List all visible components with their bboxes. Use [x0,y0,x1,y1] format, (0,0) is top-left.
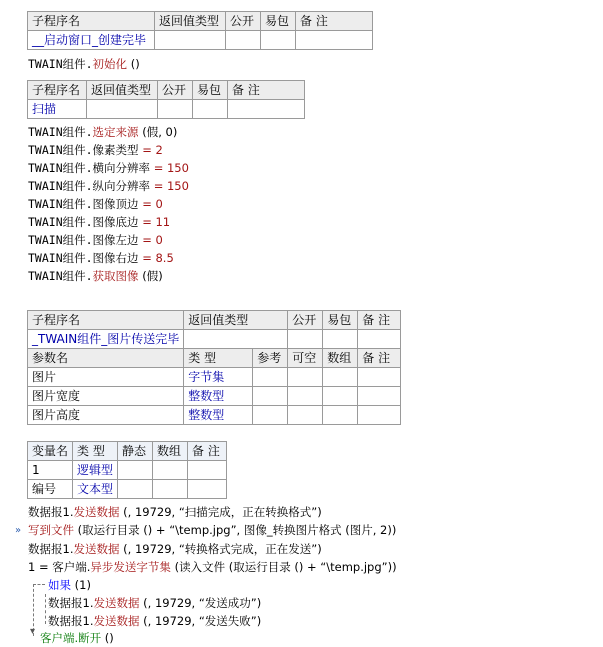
object-ref: 数据报1. [48,596,94,610]
var-remark-cell[interactable] [188,480,227,499]
method-name: 初始化 [92,57,128,71]
method-name: 选定来源 [92,125,139,139]
remark-cell[interactable] [296,31,373,50]
col-header-public: 公开 [158,81,193,100]
object-ref: 客户端. [40,631,79,645]
subroutine-table-scan [27,80,305,119]
code-line-async-send[interactable] [28,558,397,576]
method-name: 断开 [78,631,102,645]
flow-line [33,584,45,585]
args: (假, 0) [138,125,178,139]
col-header-public: 公开 [226,12,261,31]
col-header-easy-package: 易包 [261,12,296,31]
param-header-type: 类 型 [184,349,253,368]
args: () [101,631,114,645]
property-name: 横向分辨率 [92,161,151,175]
var-name-cell[interactable]: 1 [28,461,73,480]
return-type-cell[interactable] [184,330,288,349]
method-name: 发送数据 [93,596,140,610]
code-line[interactable] [28,267,163,285]
var-type-cell[interactable]: 文本型 [73,480,118,499]
value: = 11 [138,215,171,229]
col-header-name: 子程序名 [28,12,155,31]
param-ref-cell[interactable] [253,406,288,425]
object-ref: TWAIN组件. [28,125,93,139]
return-type-cell[interactable] [87,100,158,119]
code-line[interactable] [28,213,170,231]
code-line[interactable] [28,141,163,159]
col-header-name: 子程序名 [28,311,184,330]
param-ref-cell[interactable] [253,368,288,387]
method-name: 获取图像 [92,269,139,283]
object-ref: 数据报1. [48,614,94,628]
col-header-name: 子程序名 [28,81,87,100]
remark-cell[interactable] [358,330,401,349]
property-name: 图像底边 [92,215,139,229]
object-ref: TWAIN组件. [28,179,93,193]
col-header-return-type: 返回值类型 [184,311,288,330]
var-array-cell[interactable] [153,480,188,499]
param-array-cell[interactable] [323,387,358,406]
col-header-remark: 备 注 [358,311,401,330]
col-header-remark: 备 注 [296,12,373,31]
var-header-remark: 备 注 [188,442,227,461]
subroutine-table-startup [27,11,373,50]
param-name-cell[interactable]: 图片宽度 [28,387,184,406]
code-line-send-success[interactable] [48,594,261,612]
code-line-write-file[interactable] [28,521,396,539]
args: (, 19729, “发送失败”) [139,614,262,628]
var-static-cell[interactable] [118,480,153,499]
param-remark-cell[interactable] [358,368,401,387]
value: = 0 [138,197,163,211]
var-remark-cell[interactable] [188,461,227,480]
property-name: 图像顶边 [92,197,139,211]
keyword-if: 如果 [48,578,71,592]
var-header-array: 数组 [153,442,188,461]
args: (读入文件 (取运行目录 () + “\temp.jpg”)) [170,560,397,574]
return-type-cell[interactable] [155,31,226,50]
param-header-name: 参数名 [28,349,184,368]
code-line-send-fail[interactable] [48,612,261,630]
subroutine-name-cell[interactable]: 扫描 [28,100,87,119]
param-type-cell[interactable]: 整数型 [184,387,253,406]
param-header-array: 数组 [323,349,358,368]
args: (, 19729, “发送成功”) [139,596,262,610]
param-ref-cell[interactable] [253,387,288,406]
object-ref: TWAIN组件. [28,251,93,265]
col-header-public: 公开 [288,311,323,330]
subroutine-table-image-transfer [27,310,401,425]
easy-package-cell[interactable] [261,31,296,50]
object-ref: TWAIN组件. [28,269,93,283]
code-line[interactable] [28,195,163,213]
args: (假) [138,269,163,283]
args: (1) [71,578,91,592]
method-name: 发送数据 [73,505,120,519]
value: = 0 [138,233,163,247]
property-name: 像素类型 [92,143,139,157]
method-name: 异步发送字节集 [90,560,171,574]
subroutine-name-cell[interactable]: __启动窗口_创建完毕 [28,31,155,50]
param-type-cell[interactable]: 字节集 [184,368,253,387]
property-name: 纵向分辨率 [92,179,151,193]
public-cell[interactable] [158,100,193,119]
col-header-return-type: 返回值类型 [87,81,158,100]
property-name: 图像右边 [92,251,139,265]
code-line[interactable] [28,249,174,267]
var-header-type: 类 型 [73,442,118,461]
command-name: 写到文件 [28,523,74,537]
args: (, 19729, “转换格式完成，正在发送”) [119,542,322,556]
code-line-init[interactable] [28,55,140,73]
object-ref: 数据报1. [28,542,74,556]
code-line-disconnect[interactable] [40,629,114,647]
public-cell[interactable] [288,330,323,349]
col-header-remark: 备 注 [228,81,305,100]
param-header-remark: 备 注 [358,349,401,368]
param-nullable-cell[interactable] [288,368,323,387]
local-variable-table [27,441,227,499]
method-name: 发送数据 [73,542,120,556]
public-cell[interactable] [226,31,261,50]
param-name-cell[interactable]: 图片高度 [28,406,184,425]
value: = 150 [150,179,189,193]
breakpoint-arrow-icon[interactable]: » [15,525,22,536]
col-header-easy-package: 易包 [193,81,228,100]
code-line[interactable] [28,159,189,177]
col-header-easy-package: 易包 [323,311,358,330]
object-ref: TWAIN组件. [28,233,93,247]
param-remark-cell[interactable] [358,406,401,425]
var-name-cell[interactable]: 编号 [28,480,73,499]
object-ref: TWAIN组件. [28,57,93,71]
param-name-cell[interactable]: 图片 [28,368,184,387]
easy-package-cell[interactable] [323,330,358,349]
code-line[interactable] [28,177,189,195]
args: () [127,57,140,71]
param-array-cell[interactable] [323,368,358,387]
value: = 2 [138,143,163,157]
method-name: 发送数据 [93,614,140,628]
var-type-cell[interactable]: 逻辑型 [73,461,118,480]
var-static-cell[interactable] [118,461,153,480]
param-remark-cell[interactable] [358,387,401,406]
property-name: 图像左边 [92,233,139,247]
object-ref: TWAIN组件. [28,215,93,229]
param-array-cell[interactable] [323,406,358,425]
code-line-if[interactable] [48,576,91,594]
assignment-lhs: 1 = 客户端. [28,560,91,574]
param-header-ref: 参考 [253,349,288,368]
easy-package-cell[interactable] [193,100,228,119]
object-ref: TWAIN组件. [28,143,93,157]
args: (取运行目录 () + “\temp.jpg”, 图像_转换图片格式 (图片, 2)) [74,523,397,537]
var-array-cell[interactable] [153,461,188,480]
remark-cell[interactable] [228,100,305,119]
object-ref: TWAIN组件. [28,161,93,175]
value: = 150 [150,161,189,175]
col-header-return-type: 返回值类型 [155,12,226,31]
param-nullable-cell[interactable] [288,387,323,406]
param-nullable-cell[interactable] [288,406,323,425]
param-header-nullable: 可空 [288,349,323,368]
code-line[interactable] [28,231,163,249]
param-type-cell[interactable]: 整数型 [184,406,253,425]
flow-arrow-icon: ▾ [30,626,36,637]
subroutine-name-cell[interactable]: _TWAIN组件_图片传送完毕 [28,330,184,349]
object-ref: TWAIN组件. [28,197,93,211]
object-ref: 数据报1. [28,505,74,519]
flow-line [45,594,46,624]
code-line[interactable] [28,123,177,141]
var-header-static: 静态 [118,442,153,461]
args: (, 19729, “扫描完成，正在转换格式”) [119,505,322,519]
value: = 8.5 [138,251,174,265]
code-line-send-scan-done[interactable] [28,503,322,521]
code-line-send-convert-done[interactable] [28,540,322,558]
var-header-name: 变量名 [28,442,73,461]
